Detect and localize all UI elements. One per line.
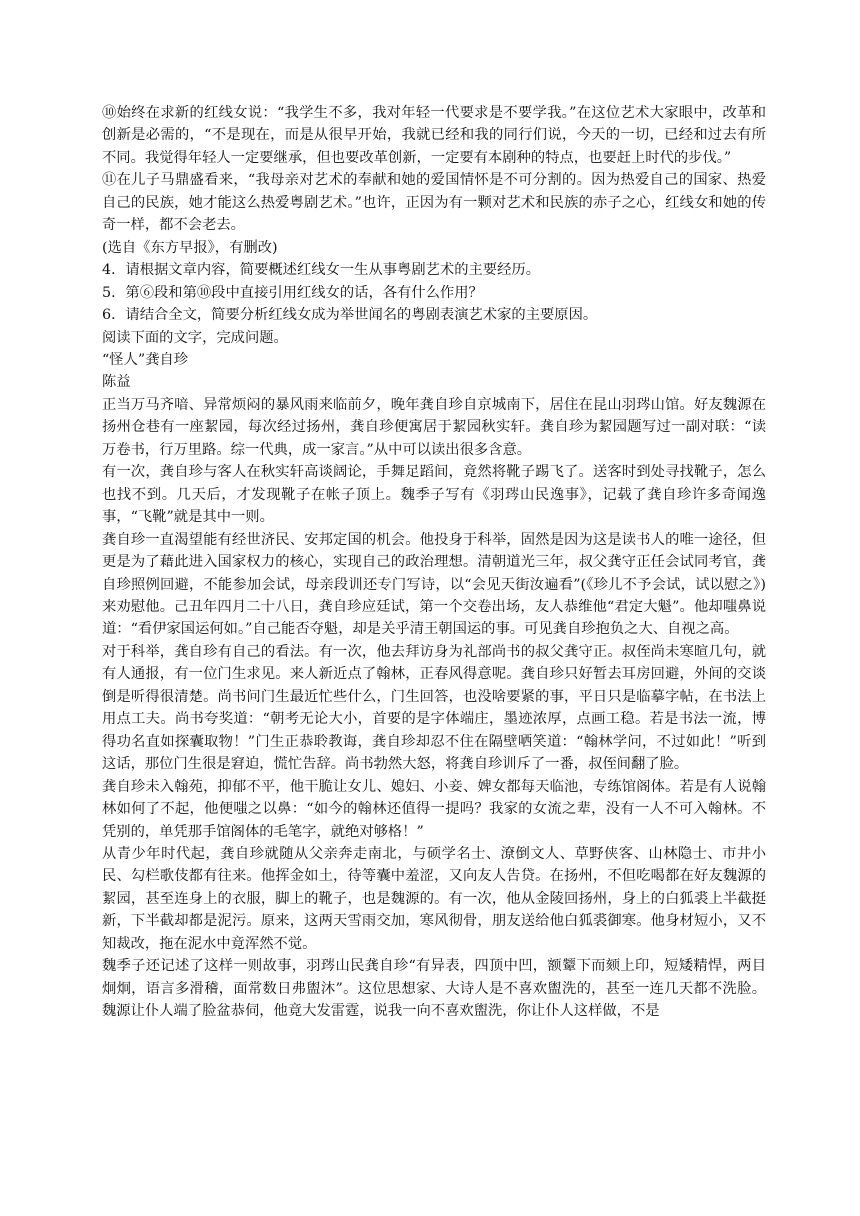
article-paragraph: 魏季子还记述了这样一则故事，羽琌山民龚自珍“有异表，四顶中凹，额颦下而颏上印，短矮精悍，两目炯炯，语言多滑稽，面常数日弗盥沐”。这位思想家、大诗人是不喜欢盥洗的，甚至一连几天都不洗脸。魏源让仆人端了脸盆恭伺，他竟大发雷霆，说我一向不喜欢盥洗，你让仆人这样做，不是: [102, 958, 766, 1020]
article-title: “怪人”龚自珍: [102, 351, 189, 368]
article-paragraph: 从青少年时代起，龚自珍就随从父亲奔走南北，与硕学名士、潦倒文人、草野侠客、山林隐士、市井小民、勾栏歌伎都有往来。他挥金如土，待等囊中羞涩，又向友人告贷。在扬州，不但吃喝都在好友魏源的絜园，甚至连身上的衣服，脚上的靴子，也是魏源的。有一次，他从金陵回扬州，身上的白狐裘上半截挺新，下半截却都是泥污。原来，这两天雪雨交加，寒风彻骨，朋友送给他白狐裘御寒。他身材短小，又不知裁改，拖在泥水中竟浑然不觉。: [102, 845, 766, 952]
article-author: 陈益: [102, 374, 131, 391]
question-5: 5．第⑥段和第⑩段中直接引用红线女的话，各有什么作用？: [102, 284, 483, 301]
article-paragraph: 龚自珍一直渴望能有经世济民、安邦定国的机会。他投身于科举，固然是因为这是读书人的唯一途径，但更是为了藉此进入国家权力的核心，实现自己的政治理想。清朝道光三年，叔父龚守正任会试同考官，龚自珍照例回避，不能参加会试，母亲段训还专门写诗，以“会见天街汝遍看”(《珍儿不予会试，试以慰之》)来劝慰他。己丑年四月二十八日，龚自珍应廷试，第一个交卷出场，友人恭维他“君定大魁”。他却嗤鼻说道：“看伊家国运何如。”自己能否夺魁，却是关乎清王朝国运的事。可见龚自珍抱负之大、自视之高。: [102, 531, 766, 638]
article-paragraph: 对于科举，龚自珍有自己的看法。有一次，他去拜访身为礼部尚书的叔父龚守正。叔侄尚未寒暄几句，就有人通报，有一位门生求见。来人新近点了翰林，正春风得意呢。龚自珍只好暂去耳房回避，外间的交谈倒是听得很清楚。尚书问门生最近忙些什么，门生回答，也没啥要紧的事，平日只是临摹字帖，在书法上用点工夫。尚书夸奖道：“朝考无论大小，首要的是字体端庄，墨迹浓厚，点画工稳。若是书法一流，博得功名直如探囊取物！”门生正恭聆教诲，龚自珍却忍不住在隔壁哂笑道：“翰林学问，不过如此！”听到这话，那位门生很是窘迫，慌忙告辞。尚书勃然大怒，将龚自珍训斥了一番，叔侄间翻了脸。: [102, 643, 766, 773]
question-6: 6．请结合全文，简要分析红线女成为举世闻名的粤剧表演艺术家的主要原因。: [102, 307, 598, 324]
paragraph-10: ⑩始终在求新的红线女说：“我学生不多，我对年轻一代要求是不要学我。”在这位艺术大家眼中，改革和创新是必需的，“不是现在，而是从很早开始，我就已经和我的同行们说，今天的一切，已经和过去有所不同。我觉得年轻人一定要继承，但也要改革创新，一定要有本剧种的特点，也要赶上时代的步伐。”: [102, 105, 766, 166]
paragraph-11: ⑪在儿子马鼎盛看来，“我母亲对艺术的奉献和她的爱国情怀是不可分割的。因为热爱自己的国家、热爱自己的民族，她才能这么热爱粤剧艺术。”也许，正因为有一颗对艺术和民族的赤子之心，红线女和她的传奇一样，都不会老去。: [102, 172, 766, 234]
document-page: [102, 102, 766, 1023]
article-paragraph: 龚自珍未入翰苑，抑郁不平，他干脆让女儿、媳妇、小妾、婢女都每天临池，专练馆阁体。若是有人说翰林如何了不起，他便嗤之以鼻：“如今的翰林还值得一提吗？我家的女流之辈，没有一人不可入翰林。不凭别的，单凭那手馆阁体的毛笔字，就绝对够格！”: [102, 778, 766, 840]
reading-instruction: 阅读下面的文字，完成问题。: [102, 329, 288, 346]
question-4: 4．请根据文章内容，简要概述红线女一生从事粤剧艺术的主要经历。: [102, 262, 540, 279]
article-paragraph: 有一次，龚自珍与客人在秋实轩高谈阔论，手舞足蹈间，竟然将靴子踢飞了。送客时到处寻找靴子，怎么也找不到。几天后，才发现靴子在帐子顶上。魏季子写有《羽琌山民逸事》，记载了龚自珍许多奇闻逸事，“飞靴”就是其中一则。: [102, 464, 766, 526]
source-note: (选自《东方早报》，有删改): [102, 239, 278, 256]
article-paragraph: 正当万马齐喑、异常烦闷的暴风雨来临前夕，晚年龚自珍自京城南下，居住在昆山羽琌山馆。好友魏源在扬州仓巷有一座絜园，每次经过扬州，龚自珍便寓居于絜园秋实轩。龚自珍为絜园题写过一副对联：“读万卷书，行万里路。综一代典，成一家言。”从中可以读出很多含意。: [102, 396, 766, 458]
